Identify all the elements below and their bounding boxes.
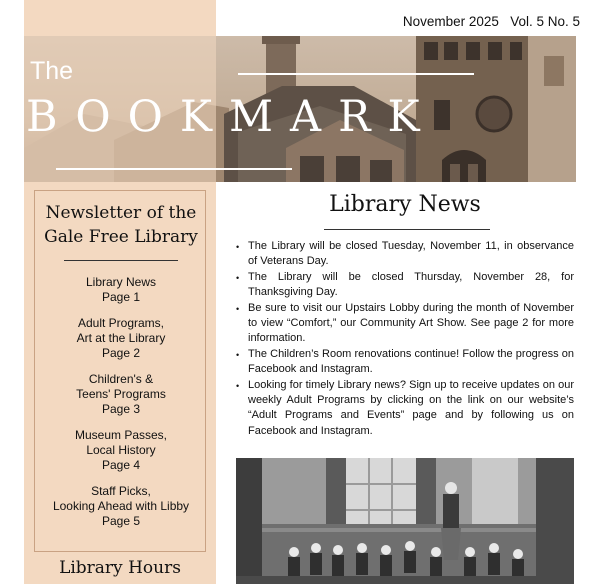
toc-item-line: Children's & — [88, 372, 154, 386]
newsletter-title-line2: Gale Free Library — [44, 227, 198, 247]
library-news-rule — [324, 229, 490, 230]
masthead-the: The — [30, 57, 74, 85]
toc-item[interactable] — [35, 316, 207, 361]
issue-date: November 2025 — [402, 14, 499, 29]
toc-item-line: Teens' Programs — [76, 387, 166, 401]
toc-item-line: Art at the Library — [76, 331, 166, 345]
toc-item-line: Local History — [86, 443, 156, 457]
table-of-contents — [35, 275, 207, 540]
masthead-banner — [24, 36, 576, 182]
sidebar-contents-box — [34, 190, 206, 552]
sidebar-title-rule — [64, 260, 178, 261]
toc-item-line: Page 3 — [101, 402, 141, 416]
news-item: • The Library will be closed Tuesday, November 11, in observance of Veterans Day. — [236, 239, 574, 270]
toc-item[interactable] — [35, 428, 207, 473]
toc-item-line: Adult Programs, — [77, 316, 165, 330]
news-item: • Looking for timely Library news? Sign up to receive updates on our weekly Adult Programs by clicking on the link on our website’s “Adult Programs and Events” page and by following us on Facebook and Instagram. — [236, 378, 574, 440]
news-item: • The Library will be closed Thursday, November 28, for Thanksgiving Day. — [236, 270, 574, 301]
toc-item-line: Page 5 — [101, 514, 141, 528]
toc-item-line: Page 1 — [101, 290, 141, 304]
toc-item-line: Page 4 — [101, 458, 141, 472]
childrens-story-time-photo — [236, 458, 574, 584]
toc-item-line: Looking Ahead with Libby — [52, 499, 190, 513]
news-item: • The Children’s Room renovations continue! Follow the progress on Facebook and Instagram. — [236, 347, 574, 378]
toc-item[interactable] — [35, 484, 207, 529]
library-news-heading: Library News — [329, 192, 481, 217]
issue-volume: Vol. 5 No. 5 — [510, 14, 580, 29]
toc-item[interactable] — [35, 275, 207, 305]
news-item: • Be sure to visit our Upstairs Lobby during the month of November to view “Comfort,” our Community Art Show. See page 2 for more information. — [236, 301, 574, 347]
library-hours-heading: Library Hours — [59, 558, 181, 578]
masthead-rule-bottom — [56, 168, 292, 170]
masthead-rule-top — [238, 73, 474, 75]
toc-item-line: Staff Picks, — [91, 484, 151, 498]
toc-item-line: Page 2 — [101, 346, 141, 360]
masthead-title: BOOKMARK — [26, 92, 437, 142]
issue-info — [403, 14, 580, 29]
newsletter-title — [35, 201, 207, 249]
story-time-image — [236, 458, 574, 584]
newsletter-title-line1: Newsletter of the — [45, 203, 197, 223]
toc-item-line: Museum Passes, — [74, 428, 168, 442]
toc-item[interactable] — [35, 372, 207, 417]
library-news-list — [236, 239, 574, 439]
toc-item-line: Library News — [85, 275, 157, 289]
